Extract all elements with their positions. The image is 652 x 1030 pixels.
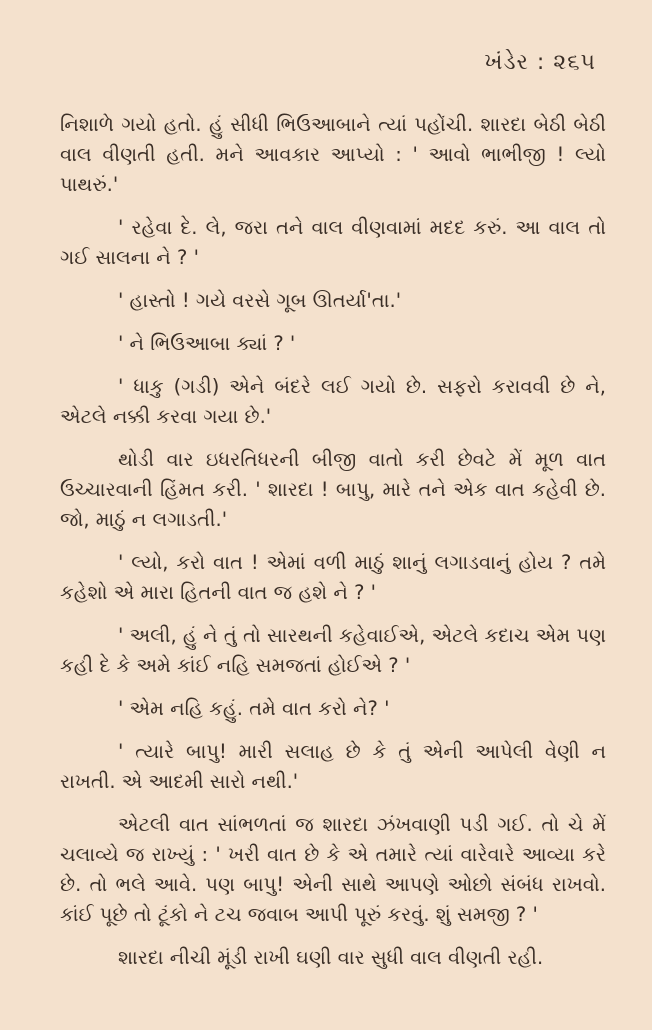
paragraph-4: ' ને ભિઉઆબા ક્યાં ? '	[118, 332, 296, 355]
paragraph-7: ' લ્યો, કરો વાત ! એમાં વળી માઠું શાનું લગાડવાનું હોય ? તમે કહેશો એ મારા હિતની વાત જ હશે ને ? '	[60, 551, 606, 604]
paragraph-1: નિશાળે ગયો હતો. હું સીધી ભિઉઆબાને ત્યાં પહોંચી. શારદા બેઠી બેઠી વાલ વીણતી હતી. મને આવકાર આપ્યો : ' આવો ભાભીજી ! લ્યો પાથરું.'	[60, 113, 606, 196]
paragraph-9: ' એમ નહિ કહું. તમે વાત કરો ને? '	[118, 697, 390, 720]
paragraph-8: ' અલી, હું ને તું તો સારથની કહેવાઈએ, એટલે કદાચ એમ પણ કહી દે કે અમે કાંઈ નહિ સમજતાં હોઈએ ? '	[60, 624, 606, 677]
paragraph-12: શારદા નીચી મૂંડી રાખી ઘણી વાર સુધી વાલ વીણતી રહી.	[118, 946, 544, 969]
paragraph-3: ' હાસ્તો ! ગયે વરસે ગૂબ ઊતર્યા'તા.'	[118, 289, 402, 312]
paragraph-10: ' ત્યારે બાપુ! મારી સલાહ છે કે તું એની આપેલી વેણી ન રાખતી. એ આદમી સારો નથી.'	[60, 740, 606, 793]
paragraph-5: ' ધાકુ (ગડી) એને બંદરે લઈ ગયો છે. સફરો કરાવવી છે ને, એટલે નક્કી કરવા ગયા છે.'	[60, 375, 606, 428]
paragraph-2: ' રહેવા દે. લે, જરા તને વાલ વીણવામાં મદદ કરું. આ વાલ તો ગઈ સાલના ને ? '	[60, 216, 606, 269]
running-head: ખંડેર : ૨૬૫	[484, 50, 596, 75]
paragraph-6: થોડી વાર ઇધરતિધરની બીજી વાતો કરી છેવટે મેં મૂળ વાત ઉચ્ચારવાની હિંમત કરી. ' શારદા ! બાપુ, મારે તને એક વાત કહેવી છે. જો, માઠું ન લગાડતી.'	[60, 448, 606, 531]
body-text	[60, 110, 606, 986]
paragraph-11: એટલી વાત સાંભળતાં જ શારદા ઝંખવાણી પડી ગઈ. તો ચે મેં ચલાવ્યે જ રાખ્યું : ' ખરી વાત છે કે એ તમારે ત્યાં વારેવારે આવ્યા કરે છે. તો ભલે આવે. પણ બાપુ! એની સાથે આપણે ઓછો સંબંધ રાખવો. કાંઈ પૂછે તો ટૂંકો ને ટચ જવાબ આપી પૂરું કરવું. શું સમજી ? '	[60, 813, 606, 926]
